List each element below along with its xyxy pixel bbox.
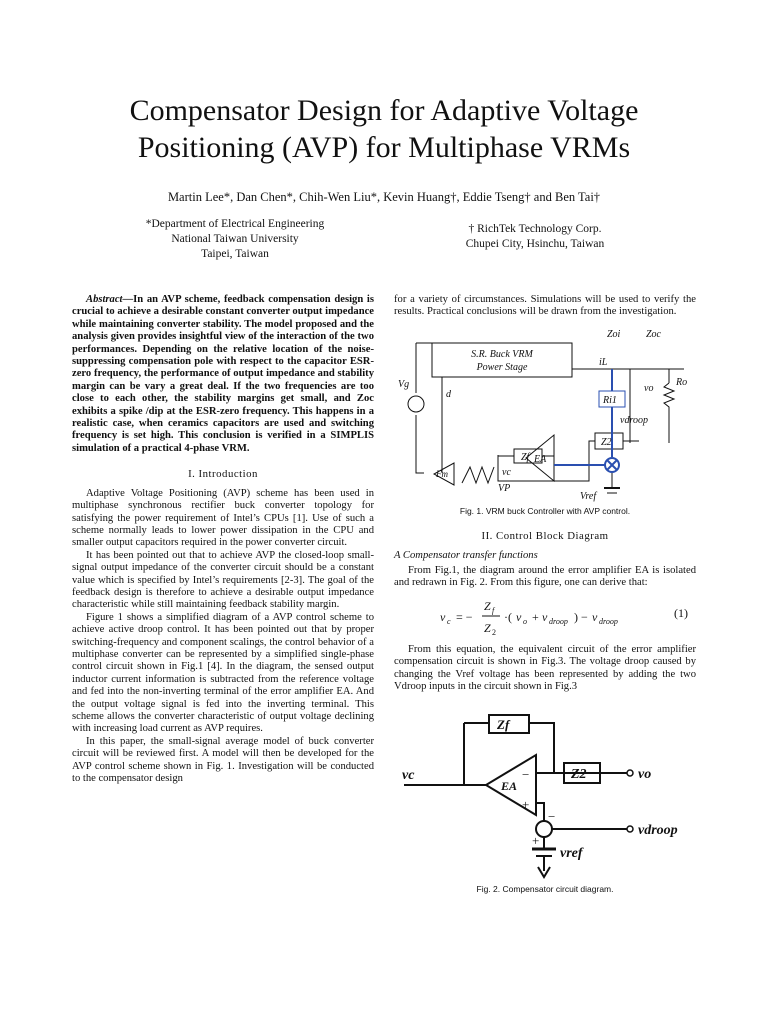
paper-title bbox=[60, 92, 708, 166]
svg-text:v: v bbox=[440, 609, 446, 624]
fig2-vc-label: vc bbox=[402, 768, 415, 784]
svg-text:f: f bbox=[492, 605, 495, 615]
svg-text:v: v bbox=[516, 609, 522, 624]
d-label: d bbox=[446, 388, 451, 400]
title-line-1: Compensator Design for Adaptive Voltage bbox=[129, 94, 639, 127]
paragraph: Adaptive Voltage Positioning (AVP) scheme has been used in multiphase synchronous rectifier buck converter topology for satisfying the power requirement of Intel’s CPUs [1]. Use of such a scheme normally leads to lower power dissipation in the CPU and smaller output capacitors required in the power converter circuit. bbox=[72, 487, 374, 549]
figure-1-avp-control-diagram bbox=[394, 323, 696, 503]
svg-text:+: + bbox=[522, 797, 530, 813]
vp-label: VP bbox=[498, 482, 511, 494]
abstract-text: —In an AVP scheme, feedback compensation design is crucial to achieve a desirable constant converter output impedance while maintaining converter stability. The model proposed and the analysis given provides insightful view of the interaction of the two performances. Depending on the relative location of the noise-suppressing compensation pole with respect to the capacitor ESR-zero frequency, the performance of output impedance and stability margin can be vary a great deal. If the two frequencies are too close to each other, the stability margins get small, and Zoc exhibits a spike /dip at the ESR-zero frequency. This happens in a realistic case, when ceramics capacitors are used and switching frequency is set high. This conclusion is verified in a SIMPLIS simulation of a practical 4-phase VRM. bbox=[72, 294, 374, 454]
vo-label: vo bbox=[644, 382, 654, 394]
svg-text:= −: = − bbox=[456, 609, 473, 624]
power-stage-label-1: S.R. Buck VRM bbox=[471, 348, 533, 360]
vref-label: Vref bbox=[580, 490, 597, 502]
affiliation-line: National Taiwan University bbox=[171, 233, 299, 245]
paragraph: From Fig.1, the diagram around the error amplifier EA is isolated and redrawn in Fig. 2. From this figure, one can derive that: bbox=[394, 565, 696, 589]
svg-text:) −: ) − bbox=[574, 609, 588, 624]
svg-text:·(: ·( bbox=[504, 609, 512, 624]
fig2-vdroop-label: vdroop bbox=[638, 823, 678, 839]
z2-label: Z2 bbox=[601, 436, 612, 448]
affiliation-line: *Department of Electrical Engineering bbox=[145, 218, 325, 230]
paragraph: From this equation, the equivalent circuit of the error amplifier compensation circuit is shown in Fig.3. The voltage droop caused by changing the Vref voltage has been represented by adding the two Vdroop inputs in the circuit shown in Fig.3 bbox=[394, 643, 696, 693]
equation-number: (1) bbox=[674, 605, 688, 620]
svg-text:v: v bbox=[542, 609, 548, 624]
section-heading-introduction: I. Introduction bbox=[188, 468, 258, 481]
fig2-ea-label: EA bbox=[501, 779, 518, 794]
section-heading-control-block: II. Control Block Diagram bbox=[481, 530, 609, 543]
right-column bbox=[394, 294, 696, 896]
svg-text:droop: droop bbox=[599, 616, 618, 626]
zoi-label: Zoi bbox=[607, 328, 621, 340]
figure-2-compensator-circuit bbox=[394, 711, 696, 881]
ri-label: Ri1 bbox=[603, 394, 617, 406]
figure-2-caption: Fig. 2. Compensator circuit diagram. bbox=[476, 884, 614, 895]
svg-text:+: + bbox=[532, 609, 539, 624]
svg-text:−: − bbox=[548, 809, 556, 825]
paragraph: Figure 1 shows a simplified diagram of a AVP control scheme to achieve active droop control. It has been pointed out that by proper switching-frequency and component scalings, the control behavior of a multiphase converter can be represented by a simplified single-phase control circuit shown in Fig.1 [4]. In the diagram, the sensed output inductor current information is subtracted from the reference voltage and fed into the non-inverting terminal of the error amplifier EA. And the output voltage signal is fed into the inverting terminal. This scheme allows the converter characteristic of output voltage declining with increasing load current as AVP requires. bbox=[72, 611, 374, 735]
svg-text:Z: Z bbox=[484, 598, 491, 613]
affiliation-line: Chupei City, Hsinchu, Taiwan bbox=[465, 238, 605, 250]
il-label: iL bbox=[599, 356, 608, 368]
fig2-vo-label: vo bbox=[638, 767, 652, 783]
paragraph: In this paper, the small-signal average model of buck converter circuit will be reviewed first. A model will then be developed for the AVP control scheme shown in Fig. 1. Investigation will be conducted to the compensator design bbox=[72, 735, 374, 785]
svg-text:o: o bbox=[523, 616, 527, 626]
vg-label: Vg bbox=[398, 378, 410, 390]
subsection-heading: A Compensator transfer functions bbox=[394, 549, 538, 561]
svg-text:2: 2 bbox=[492, 627, 496, 637]
equation-1 bbox=[394, 594, 696, 638]
left-column bbox=[72, 294, 374, 785]
fig2-vref-label: vref bbox=[560, 846, 583, 862]
vc-label: vc bbox=[502, 466, 511, 478]
zf-label: Zf bbox=[521, 451, 530, 463]
title-line-2: Positioning (AVP) for Multiphase VRMs bbox=[137, 131, 631, 164]
affiliation-richtek bbox=[430, 222, 640, 252]
author-list: Martin Lee*, Dan Chen*, Chih-Wen Liu*, Kevin Huang†, Eddie Tseng† and Ben Tai† bbox=[167, 190, 601, 204]
fm-label: Fm bbox=[436, 468, 448, 479]
vg-source bbox=[408, 396, 424, 412]
svg-text:Z: Z bbox=[484, 620, 491, 635]
equation-1-formula bbox=[438, 594, 678, 638]
affiliation-line: † RichTek Technology Corp. bbox=[468, 223, 602, 235]
paragraph: It has been pointed out that to achieve AVP the closed-loop small-signal output impedance of the converter circuit should be a constant value which is specified by Intel’s requirements [2-3]. The goal of the feedback design is therefore to achieve a desirable output impedance characteristic while still maintaining feedback stability margin. bbox=[72, 549, 374, 611]
zoc-label: Zoc bbox=[646, 328, 661, 340]
affiliation-ntu bbox=[120, 217, 350, 262]
svg-text:−: − bbox=[522, 767, 530, 783]
affiliation-line: Taipei, Taiwan bbox=[201, 248, 269, 260]
vdroop-label: vdroop bbox=[620, 414, 648, 426]
svg-text:v: v bbox=[592, 609, 598, 624]
ea-label: EA bbox=[534, 453, 547, 465]
abstract bbox=[72, 294, 374, 455]
power-stage-label-2: Power Stage bbox=[476, 361, 528, 373]
svg-text:+: + bbox=[532, 833, 540, 849]
figure-1-caption: Fig. 1. VRM buck Controller with AVP control. bbox=[459, 505, 631, 516]
svg-text:c: c bbox=[447, 616, 451, 626]
ro-label: Ro bbox=[676, 376, 688, 388]
abstract-lead: Abstract bbox=[86, 294, 123, 305]
fig2-zf-label: Zf bbox=[497, 717, 510, 733]
paragraph: for a variety of circumstances. Simulations will be used to verify the results. Practical conclusions will be drawn from the investigation. bbox=[394, 294, 696, 318]
fig2-z2-label: Z2 bbox=[571, 767, 587, 783]
svg-text:droop: droop bbox=[549, 616, 568, 626]
